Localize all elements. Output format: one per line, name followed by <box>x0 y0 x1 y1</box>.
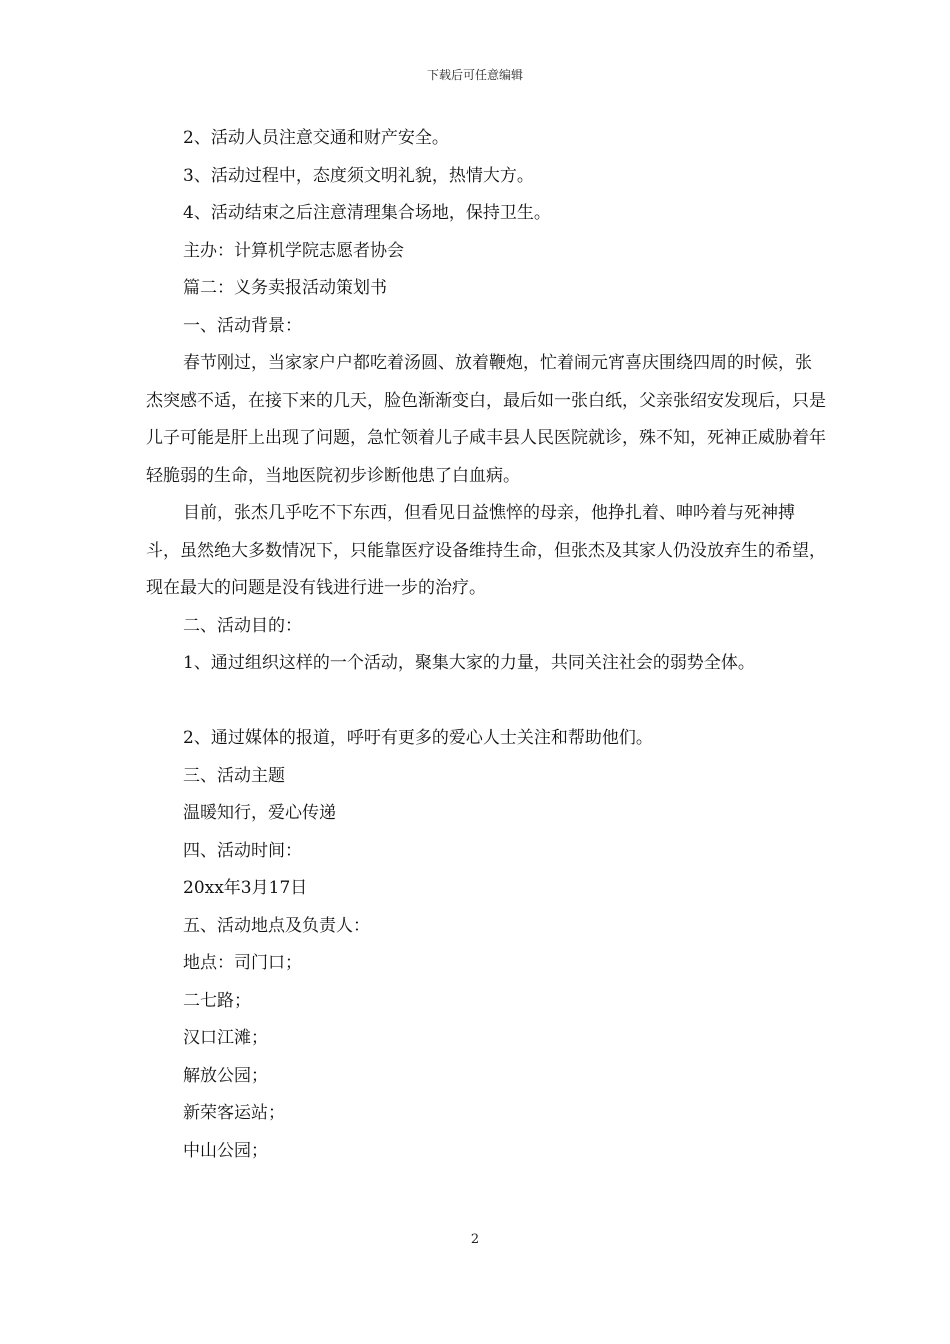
location-line: 地点：司门口； <box>183 953 302 973</box>
page-number: 2 <box>470 1232 480 1247</box>
text-line: 温暖知行，爱心传递 <box>183 803 336 823</box>
blank-line <box>146 683 826 721</box>
section-heading: 二、活动目的： <box>183 615 302 636</box>
section-heading: 一、活动背景： <box>183 315 302 336</box>
page-header: 下载后可任意编辑 <box>426 68 523 82</box>
section-heading: 五、活动地点及负责人： <box>183 915 370 936</box>
text-line: 2、通过媒体的报道，呼吁有更多的爱心人士关注和帮助他们。 <box>183 728 653 748</box>
text-line: 20xx年3月17日 <box>183 878 308 898</box>
organizer-line: 主办：计算机学院志愿者协会 <box>183 240 404 261</box>
text-line: 3、活动过程中，态度须文明礼貌，热情大方。 <box>183 165 534 186</box>
text-line: 2、活动人员注意交通和财产安全。 <box>183 128 449 148</box>
section-heading: 四、活动时间： <box>183 840 302 861</box>
current-situation-paragraph: 目前，张杰几乎吃不下东西，但看见日益憔悴的母亲，他挣扎着、呻吟着与死神搏斗，虽然绝大多数情况下，只能靠医疗设备维持生命，但张杰及其家人仍没放弃生的希望，现在最大的问题是没有钱进行进一步的治疗。 <box>146 503 826 598</box>
section-heading: 三、活动主题 <box>183 765 285 786</box>
location-line: 二七路； <box>183 990 251 1011</box>
background-paragraph: 春节刚过，当家家户户都吃着汤圆、放着鞭炮，忙着闹元宵喜庆围绕四周的时候，张杰突感不适，在接下来的几天，脸色渐渐变白，最后如一张白纸，父亲张绍安发现后，只是儿子可能是肝上出现了问题，急忙领着儿子咸丰县人民医院就诊，殊不知，死神正威胁着年轻脆弱的生命，当地医院初步诊断他患了白血病。 <box>146 353 826 486</box>
location-line: 新荣客运站； <box>183 1103 285 1123</box>
location-line: 中山公园； <box>183 1140 268 1161</box>
location-line: 解放公园； <box>183 1065 268 1086</box>
text-line: 4、活动结束之后注意清理集合场地，保持卫生。 <box>183 203 551 223</box>
document-body <box>146 120 826 1170</box>
location-line: 汉口江滩； <box>183 1028 268 1048</box>
section-title: 篇二：义务卖报活动策划书 <box>183 278 387 298</box>
text-line: 1、通过组织这样的一个活动，聚集大家的力量，共同关注社会的弱势全体。 <box>183 653 755 673</box>
